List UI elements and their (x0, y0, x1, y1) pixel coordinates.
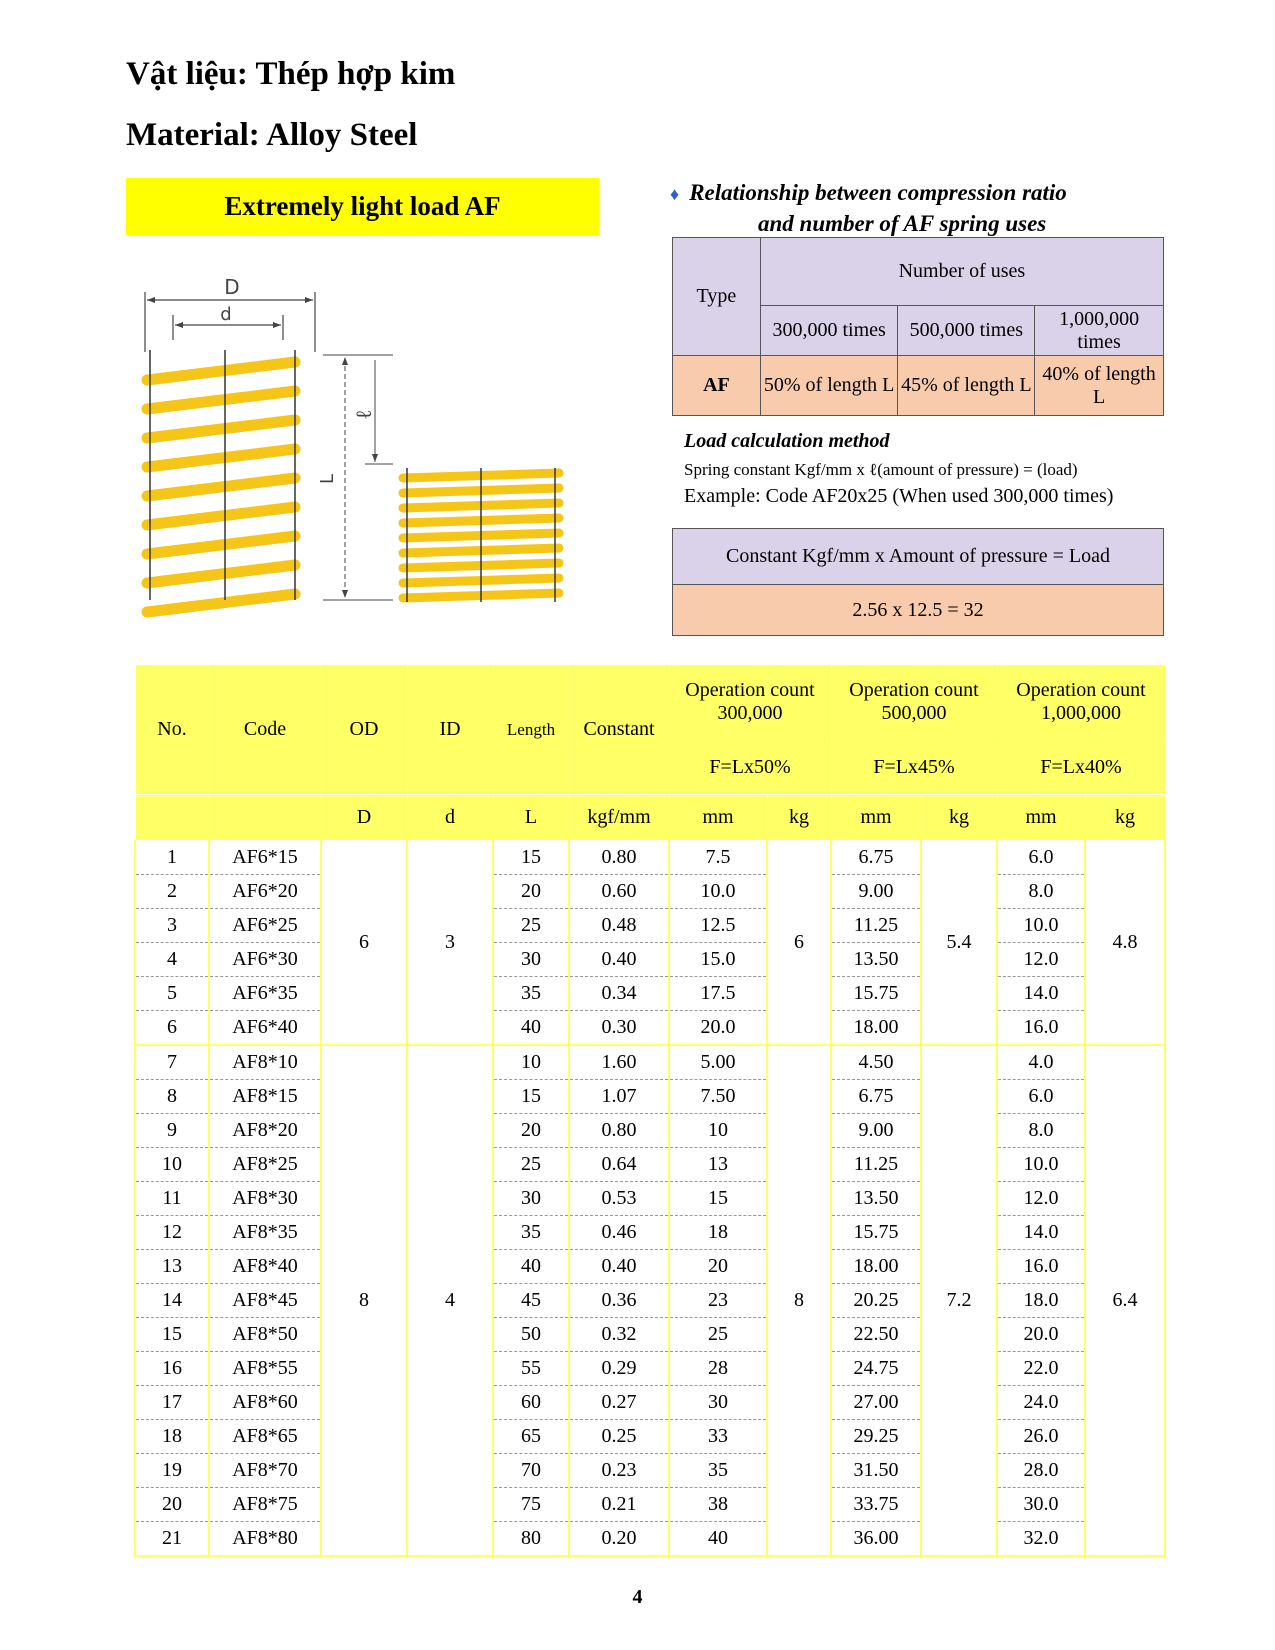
cell-no: 15 (135, 1318, 209, 1352)
cell-constant: 0.53 (569, 1182, 669, 1216)
cell-mm-1m: 14.0 (997, 977, 1085, 1011)
cell-length: 80 (493, 1522, 569, 1557)
cell-constant: 1.60 (569, 1045, 669, 1080)
cell-mm-300k: 15.0 (669, 943, 767, 977)
calc-description: Spring constant Kgf/mm x ℓ(amount of pressure) = (load) (684, 460, 1078, 479)
cell-mm-500k: 31.50 (831, 1454, 921, 1488)
cell-mm-300k: 18 (669, 1216, 767, 1250)
table-row (135, 1386, 1165, 1420)
table-row (135, 1011, 1165, 1046)
cell-length: 35 (493, 977, 569, 1011)
relationship-heading-line1: Relationship between compression ratio (689, 180, 1067, 205)
cell-code: AF8*45 (209, 1284, 321, 1318)
cell-no: 12 (135, 1216, 209, 1250)
unit-id: d (407, 795, 493, 841)
col-header-constant: Constant (569, 665, 669, 795)
unit-kg-2: kg (921, 795, 997, 841)
spring-spec-table (134, 664, 1166, 1557)
unit-od: D (321, 795, 407, 841)
table-row (135, 1522, 1165, 1557)
uses-col-2: 500,000 times (898, 306, 1035, 356)
cell-length: 45 (493, 1284, 569, 1318)
cell-code: AF8*15 (209, 1080, 321, 1114)
table-row (135, 1148, 1165, 1182)
col-header-no: No. (135, 665, 209, 795)
coil-turn (147, 536, 295, 554)
cell-length: 25 (493, 909, 569, 943)
table-row (135, 841, 1165, 875)
cell-code: AF6*40 (209, 1011, 321, 1046)
cell-mm-300k: 30 (669, 1386, 767, 1420)
cell-constant: 0.48 (569, 909, 669, 943)
cell-mm-1m: 6.0 (997, 1080, 1085, 1114)
cell-length: 75 (493, 1488, 569, 1522)
free-spring (147, 362, 295, 612)
cell-no: 14 (135, 1284, 209, 1318)
cell-od: 6 (321, 841, 407, 1046)
coil-turn (147, 565, 295, 583)
unit-mm-2: mm (831, 795, 921, 841)
cell-code: AF6*15 (209, 841, 321, 875)
cell-mm-300k: 15 (669, 1182, 767, 1216)
coil-turn (147, 391, 295, 409)
cell-id: 4 (407, 1045, 493, 1556)
cell-length: 20 (493, 1114, 569, 1148)
cell-code: AF8*25 (209, 1148, 321, 1182)
cell-mm-500k: 29.25 (831, 1420, 921, 1454)
table-row (135, 1080, 1165, 1114)
uses-val-2: 45% of length L (898, 356, 1035, 416)
table-row (135, 1284, 1165, 1318)
table-row (135, 1216, 1165, 1250)
cell-constant: 0.36 (569, 1284, 669, 1318)
cell-mm-300k: 20.0 (669, 1011, 767, 1046)
cell-mm-1m: 12.0 (997, 1182, 1085, 1216)
cell-constant: 0.20 (569, 1522, 669, 1557)
calc-title: Load calculation method (684, 430, 890, 452)
unit-constant: kgf/mm (569, 795, 669, 841)
cell-mm-1m: 30.0 (997, 1488, 1085, 1522)
dimension-d-label: d (220, 304, 232, 325)
cell-length: 55 (493, 1352, 569, 1386)
cell-mm-500k: 36.00 (831, 1522, 921, 1557)
cell-kg-300k: 8 (767, 1045, 831, 1556)
cell-no: 4 (135, 943, 209, 977)
relationship-heading (670, 178, 1160, 238)
table-row (135, 909, 1165, 943)
table-row (135, 1045, 1165, 1080)
cell-code: AF6*20 (209, 875, 321, 909)
cell-od: 8 (321, 1045, 407, 1556)
cell-mm-1m: 8.0 (997, 875, 1085, 909)
cell-mm-300k: 10.0 (669, 875, 767, 909)
table-row (135, 1250, 1165, 1284)
cell-no: 18 (135, 1420, 209, 1454)
cell-code: AF8*80 (209, 1522, 321, 1557)
col-header-op2: Operation count 500,000 (831, 665, 997, 740)
cell-mm-1m: 12.0 (997, 943, 1085, 977)
cell-mm-500k: 11.25 (831, 1148, 921, 1182)
cell-id: 3 (407, 841, 493, 1046)
table-row (135, 1114, 1165, 1148)
cell-constant: 0.40 (569, 943, 669, 977)
cell-length: 65 (493, 1420, 569, 1454)
cell-mm-300k: 28 (669, 1352, 767, 1386)
cell-constant: 0.46 (569, 1216, 669, 1250)
cell-no: 13 (135, 1250, 209, 1284)
cell-mm-300k: 10 (669, 1114, 767, 1148)
cell-code: AF8*70 (209, 1454, 321, 1488)
cell-code: AF8*10 (209, 1045, 321, 1080)
cell-mm-300k: 7.50 (669, 1080, 767, 1114)
cell-mm-1m: 20.0 (997, 1318, 1085, 1352)
unit-no (135, 795, 209, 841)
uses-val-1: 50% of length L (760, 356, 898, 416)
cell-no: 10 (135, 1148, 209, 1182)
cell-mm-1m: 22.0 (997, 1352, 1085, 1386)
col-header-op1: Operation count 300,000 (669, 665, 831, 740)
cell-mm-500k: 18.00 (831, 1250, 921, 1284)
cell-code: AF8*60 (209, 1386, 321, 1420)
cell-length: 30 (493, 1182, 569, 1216)
cell-length: 15 (493, 841, 569, 875)
cell-length: 10 (493, 1045, 569, 1080)
cell-mm-300k: 25 (669, 1318, 767, 1352)
cell-no: 16 (135, 1352, 209, 1386)
unit-code (209, 795, 321, 841)
formula-box (672, 528, 1164, 636)
spring-diagram (135, 270, 595, 630)
cell-mm-300k: 12.5 (669, 909, 767, 943)
cell-length: 20 (493, 875, 569, 909)
cell-mm-500k: 18.00 (831, 1011, 921, 1046)
col-header-length: Length (493, 665, 569, 795)
cell-mm-1m: 28.0 (997, 1454, 1085, 1488)
col-header-f2: F=Lx45% (831, 740, 997, 795)
unit-kg-3: kg (1085, 795, 1165, 841)
col-header-od: OD (321, 665, 407, 795)
cell-kg-300k: 6 (767, 841, 831, 1046)
cell-code: AF8*65 (209, 1420, 321, 1454)
cell-mm-300k: 23 (669, 1284, 767, 1318)
cell-mm-500k: 9.00 (831, 1114, 921, 1148)
uses-type-header: Type (673, 238, 761, 356)
coil-turn (147, 420, 295, 438)
cell-mm-1m: 16.0 (997, 1250, 1085, 1284)
coil-turn (147, 594, 295, 612)
table-row (135, 1352, 1165, 1386)
unit-mm-3: mm (997, 795, 1085, 841)
cell-no: 20 (135, 1488, 209, 1522)
cell-code: AF6*25 (209, 909, 321, 943)
cell-constant: 0.40 (569, 1250, 669, 1284)
cell-constant: 0.34 (569, 977, 669, 1011)
cell-mm-1m: 14.0 (997, 1216, 1085, 1250)
cell-length: 25 (493, 1148, 569, 1182)
cell-mm-300k: 20 (669, 1250, 767, 1284)
cell-no: 17 (135, 1386, 209, 1420)
cell-constant: 0.60 (569, 875, 669, 909)
coil-turn (147, 507, 295, 525)
uses-val-3: 40% of length L (1035, 356, 1164, 416)
calc-example: Example: Code AF20x25 (When used 300,000 times) (684, 485, 1114, 507)
formula-result: 2.56 x 12.5 = 32 (673, 585, 1164, 636)
cell-no: 6 (135, 1011, 209, 1046)
cell-kg-1m: 4.8 (1085, 841, 1165, 1046)
relationship-heading-line2: and number of AF spring uses (758, 211, 1047, 236)
cell-no: 1 (135, 841, 209, 875)
cell-no: 3 (135, 909, 209, 943)
cell-mm-500k: 6.75 (831, 841, 921, 875)
cell-code: AF8*75 (209, 1488, 321, 1522)
cell-code: AF8*55 (209, 1352, 321, 1386)
cell-constant: 0.23 (569, 1454, 669, 1488)
page-number: 4 (632, 1586, 643, 1608)
cell-constant: 0.27 (569, 1386, 669, 1420)
cell-mm-300k: 38 (669, 1488, 767, 1522)
cell-constant: 0.64 (569, 1148, 669, 1182)
col-header-f1: F=Lx50% (669, 740, 831, 795)
page-title-vietnamese: Vật liệu: Thép hợp kim (126, 56, 456, 92)
cell-no: 19 (135, 1454, 209, 1488)
cell-constant: 0.80 (569, 1114, 669, 1148)
page-title-english: Material: Alloy Steel (126, 117, 418, 153)
cell-mm-500k: 20.25 (831, 1284, 921, 1318)
uses-col-1: 300,000 times (760, 306, 898, 356)
table-row (135, 1488, 1165, 1522)
cell-length: 60 (493, 1386, 569, 1420)
cell-mm-1m: 26.0 (997, 1420, 1085, 1454)
spec-table-body (135, 841, 1165, 1557)
cell-mm-300k: 13 (669, 1148, 767, 1182)
table-row (135, 1420, 1165, 1454)
cell-mm-500k: 15.75 (831, 1216, 921, 1250)
cell-mm-1m: 10.0 (997, 909, 1085, 943)
cell-mm-500k: 9.00 (831, 875, 921, 909)
cell-code: AF8*20 (209, 1114, 321, 1148)
cell-code: AF6*30 (209, 943, 321, 977)
cell-mm-300k: 40 (669, 1522, 767, 1557)
cell-mm-500k: 13.50 (831, 943, 921, 977)
cell-length: 35 (493, 1216, 569, 1250)
cell-mm-1m: 24.0 (997, 1386, 1085, 1420)
dimension-ell-label: ℓ (352, 409, 377, 420)
coil-turn (147, 449, 295, 467)
unit-kg-1: kg (767, 795, 831, 841)
cell-no: 11 (135, 1182, 209, 1216)
dimension-D-label: D (224, 275, 240, 299)
cell-constant: 0.80 (569, 841, 669, 875)
uses-row-type: AF (673, 356, 761, 416)
cell-length: 15 (493, 1080, 569, 1114)
cell-code: AF8*35 (209, 1216, 321, 1250)
cell-mm-500k: 11.25 (831, 909, 921, 943)
cell-mm-300k: 5.00 (669, 1045, 767, 1080)
coil-turn (147, 362, 295, 380)
cell-code: AF6*35 (209, 977, 321, 1011)
cell-length: 30 (493, 943, 569, 977)
table-row (135, 943, 1165, 977)
table-row (135, 1318, 1165, 1352)
table-row (135, 875, 1165, 909)
cell-mm-300k: 33 (669, 1420, 767, 1454)
uses-table (672, 237, 1164, 416)
cell-mm-300k: 17.5 (669, 977, 767, 1011)
cell-mm-1m: 4.0 (997, 1045, 1085, 1080)
col-header-f3: F=Lx40% (997, 740, 1165, 795)
cell-constant: 1.07 (569, 1080, 669, 1114)
dimension-L-label: L (317, 473, 338, 484)
uses-number-header: Number of uses (760, 238, 1163, 306)
cell-mm-1m: 10.0 (997, 1148, 1085, 1182)
cell-no: 5 (135, 977, 209, 1011)
cell-kg-500k: 7.2 (921, 1045, 997, 1556)
cell-mm-500k: 33.75 (831, 1488, 921, 1522)
cell-constant: 0.32 (569, 1318, 669, 1352)
cell-mm-300k: 35 (669, 1454, 767, 1488)
col-header-code: Code (209, 665, 321, 795)
cell-constant: 0.29 (569, 1352, 669, 1386)
cell-mm-500k: 13.50 (831, 1182, 921, 1216)
cell-length: 40 (493, 1250, 569, 1284)
cell-no: 7 (135, 1045, 209, 1080)
cell-no: 21 (135, 1522, 209, 1557)
cell-no: 9 (135, 1114, 209, 1148)
cell-code: AF8*50 (209, 1318, 321, 1352)
cell-mm-500k: 4.50 (831, 1045, 921, 1080)
uses-col-3: 1,000,000 times (1035, 306, 1164, 356)
table-row (135, 1182, 1165, 1216)
col-header-id: ID (407, 665, 493, 795)
cell-mm-500k: 27.00 (831, 1386, 921, 1420)
cell-no: 2 (135, 875, 209, 909)
cell-mm-1m: 8.0 (997, 1114, 1085, 1148)
cell-code: AF8*30 (209, 1182, 321, 1216)
cell-mm-300k: 7.5 (669, 841, 767, 875)
cell-kg-1m: 6.4 (1085, 1045, 1165, 1556)
series-banner: Extremely light load AF (126, 178, 599, 235)
diamond-bullet-icon: ♦ (670, 184, 680, 204)
cell-mm-500k: 22.50 (831, 1318, 921, 1352)
cell-constant: 0.25 (569, 1420, 669, 1454)
col-header-op3: Operation count 1,000,000 (997, 665, 1165, 740)
cell-code: AF8*40 (209, 1250, 321, 1284)
cell-mm-1m: 18.0 (997, 1284, 1085, 1318)
cell-kg-500k: 5.4 (921, 841, 997, 1046)
cell-no: 8 (135, 1080, 209, 1114)
cell-length: 40 (493, 1011, 569, 1046)
cell-length: 70 (493, 1454, 569, 1488)
unit-mm-1: mm (669, 795, 767, 841)
cell-mm-1m: 6.0 (997, 841, 1085, 875)
cell-constant: 0.30 (569, 1011, 669, 1046)
cell-constant: 0.21 (569, 1488, 669, 1522)
cell-length: 50 (493, 1318, 569, 1352)
cell-mm-1m: 32.0 (997, 1522, 1085, 1557)
cell-mm-500k: 15.75 (831, 977, 921, 1011)
cell-mm-1m: 16.0 (997, 1011, 1085, 1046)
cell-mm-500k: 24.75 (831, 1352, 921, 1386)
formula-text: Constant Kgf/mm x Amount of pressure = Load (673, 529, 1164, 585)
table-row (135, 1454, 1165, 1488)
table-row (135, 977, 1165, 1011)
cell-mm-500k: 6.75 (831, 1080, 921, 1114)
unit-length: L (493, 795, 569, 841)
coil-turn (147, 478, 295, 496)
